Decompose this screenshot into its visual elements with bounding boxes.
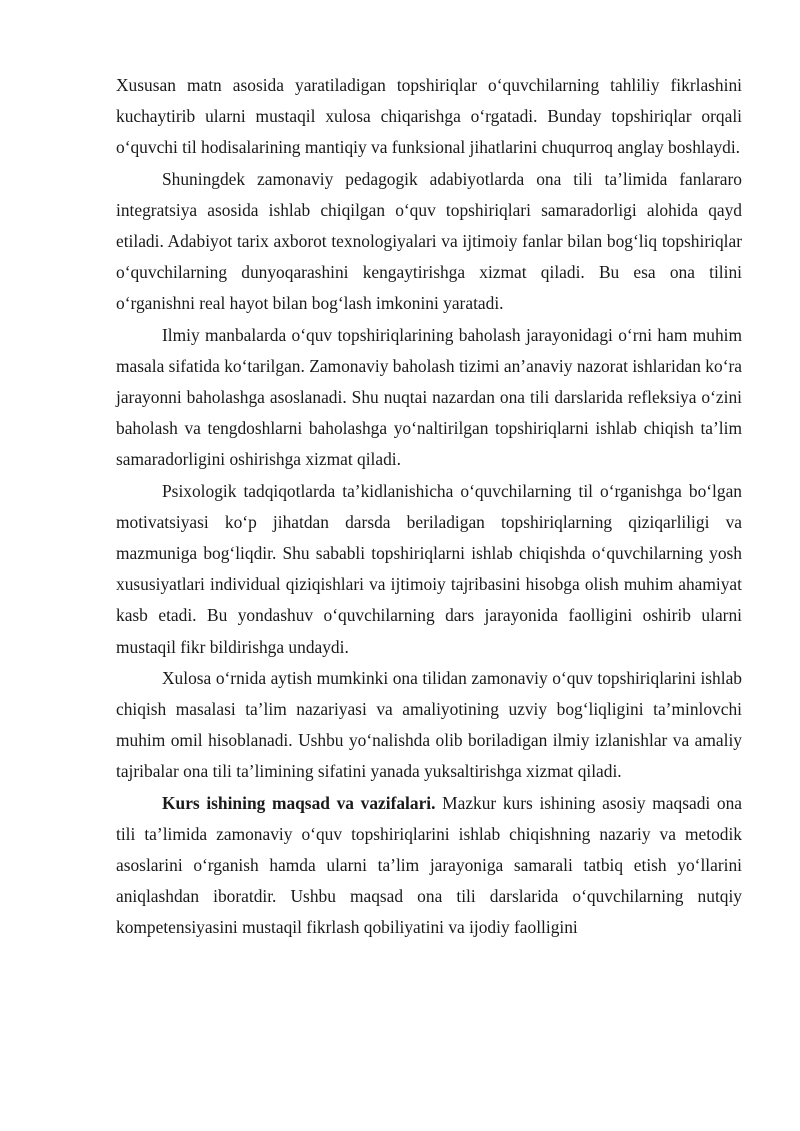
paragraph-1 [116,70,742,164]
paragraph-5 [116,663,742,788]
section-heading-inline: Kurs ishining maqsad va vazifalari. [162,792,436,813]
paragraph-4-text: Psixologik tadqiqotlarda ta’kidlanishicha o‘quvchilarning til o‘rganishga bo‘lgan motivatsiyasi ko‘p jihatdan darsda beriladigan topshiriqlarning qiziqarliligi va mazmuniga bog‘liqdir. Shu sababli topshiriqlarni ishlab chiqishda o‘quvchilarning yosh xususiyatlari individual qiziqishlari va ijtimoiy tajribasini hisobga olish muhim ahamiyat kasb etadi. Bu yondashuv o‘quvchilarning dars jarayonida faolligini oshirib ularni mustaqil fikr bildirishga undaydi. [116,480,742,657]
document-page [116,70,742,944]
paragraph-2 [116,164,742,320]
paragraph-5-text: Xulosa o‘rnida aytish mumkinki ona tilidan zamonaviy o‘quv topshiriqlarini ishlab chiqish masalasi ta’lim nazariyasi va amaliyotining uzviy bog‘liqligini ta’minlovchi muhim omil hisoblanadi. Ushbu yo‘nalishda olib boriladigan ilmiy izlanishlar va amaliy tajribalar ona tili ta’limining sifatini yanada yuksaltirishga xizmat qiladi. [116,667,742,782]
paragraph-2-text: Shuningdek zamonaviy pedagogik adabiyotlarda ona tili ta’limida fanlararo integratsiya asosida ishlab chiqilgan o‘quv topshiriqlari samaradorligi alohida qayd etiladi. Adabiyot tarix axborot texnologiyalari va ijtimoiy fanlar bilan bog‘liq topshiriqlar o‘quvchilarning dunyoqarashini kengaytirishga xizmat qiladi. Bu esa ona tilini o‘rganishni real hayot bilan bog‘lash imkonini yaratadi. [116,168,742,314]
paragraph-1-text: Xususan matn asosida yaratiladigan topshiriqlar o‘quvchilarning tahliliy fikrlashini kuchaytirib ularni mustaqil xulosa chiqarishga o‘rgatadi. Bunday topshiriqlar orqali o‘quvchi til hodisalarining mantiqiy va funksional jihatlarini chuqurroq anglay boshlaydi. [116,75,742,158]
paragraph-6 [116,788,742,944]
paragraph-3 [116,320,742,476]
paragraph-4 [116,476,742,663]
paragraph-6-text: Mazkur kurs ishining asosiy maqsadi ona tili ta’limida zamonaviy o‘quv topshiriqlarini ishlab chiqishning nazariy va metodik asoslarini o‘rganish hamda ularni ta’lim jarayoniga samarali tatbiq etish yo‘llarini aniqlashdan iboratdir. Ushbu maqsad ona tili darslarida o‘quvchilarning nutqiy kompetensiyasini mustaqil fikrlash qobiliyatini va ijodiy faolligini [116,792,742,938]
paragraph-3-text: Ilmiy manbalarda o‘quv topshiriqlarining baholash jarayonidagi o‘rni ham muhim masala sifatida ko‘tarilgan. Zamonaviy baholash tizimi an’anaviy nazorat ishlaridan ko‘ra jarayonni baholashga asoslanadi. Shu nuqtai nazardan ona tili darslarida refleksiya o‘zini baholash va tengdoshlarni baholashga yo‘naltirilgan topshiriqlarni ishlab chiqish ta’lim samaradorligini oshirishga xizmat qiladi. [116,324,742,470]
